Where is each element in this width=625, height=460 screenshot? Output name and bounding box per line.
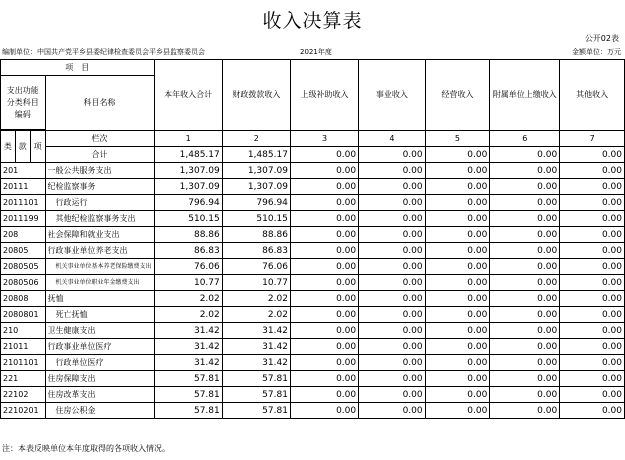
value-cell: 0.00	[359, 339, 426, 355]
table-row	[1, 339, 625, 355]
total-cell: 0.00	[290, 147, 358, 163]
value-cell: 796.94	[154, 195, 222, 211]
value-cell: 0.00	[359, 227, 426, 243]
value-cell: 88.86	[222, 227, 290, 243]
value-cell: 0.00	[425, 163, 490, 179]
name-cell: 机关事业单位职业年金缴费支出	[45, 275, 154, 291]
table-row	[1, 195, 625, 211]
value-cell: 0.00	[290, 163, 358, 179]
value-cell: 31.42	[222, 323, 290, 339]
name-cell: 其他纪检监察事务支出	[45, 211, 154, 227]
value-cell: 0.00	[359, 275, 426, 291]
value-cell: 86.83	[154, 243, 222, 259]
value-cell: 0.00	[359, 179, 426, 195]
value-cell: 31.42	[154, 323, 222, 339]
value-cell: 0.00	[290, 403, 358, 419]
code-cell: 2011101	[1, 195, 46, 211]
value-cell: 796.94	[222, 195, 290, 211]
code-cell: 201	[1, 163, 46, 179]
name-cell: 机关事业单位基本养老保险缴费支出	[45, 259, 154, 275]
col-num-6: 6	[490, 131, 560, 147]
total-cell: 0.00	[359, 147, 426, 163]
value-cell: 0.00	[490, 243, 560, 259]
value-cell: 0.00	[560, 195, 625, 211]
footnote: 注：本表反映单位本年度取得的各项收入情况。	[2, 444, 170, 453]
value-cell: 0.00	[560, 179, 625, 195]
name-cell: 行政事业单位医疗	[45, 339, 154, 355]
table-row	[1, 227, 625, 243]
name-cell: 行政单位医疗	[45, 355, 154, 371]
value-cell: 0.00	[425, 387, 490, 403]
value-cell: 57.81	[154, 403, 222, 419]
value-cell: 0.00	[490, 371, 560, 387]
name-cell: 住房改革支出	[45, 387, 154, 403]
value-cell: 0.00	[359, 211, 426, 227]
table-row	[1, 387, 625, 403]
table-row	[1, 291, 625, 307]
value-cell: 0.00	[490, 227, 560, 243]
value-cell: 0.00	[560, 243, 625, 259]
value-cell: 0.00	[490, 275, 560, 291]
kuan-header: 款	[15, 131, 30, 163]
code-cell: 221	[1, 371, 46, 387]
name-cell: 抚恤	[45, 291, 154, 307]
value-cell: 57.81	[154, 371, 222, 387]
code-cell: 20808	[1, 291, 46, 307]
col-header-3: 上级补助收入	[290, 60, 358, 131]
org-label: 编制单位：中国共产党平乡县委纪律检查委员会平乡县监察委员会	[2, 48, 205, 56]
table-row	[1, 259, 625, 275]
name-cell: 死亡抚恤	[45, 307, 154, 323]
total-cell: 1,485.17	[222, 147, 290, 163]
value-cell: 0.00	[490, 323, 560, 339]
value-cell: 0.00	[359, 195, 426, 211]
col-num-3: 3	[290, 131, 358, 147]
col-header-2: 财政拨款收入	[222, 60, 290, 131]
table-row	[1, 243, 625, 259]
value-cell: 0.00	[359, 323, 426, 339]
meta-bar	[0, 45, 625, 59]
value-cell: 0.00	[560, 227, 625, 243]
value-cell: 0.00	[290, 387, 358, 403]
code-cell: 2080506	[1, 275, 46, 291]
table-row	[1, 403, 625, 419]
value-cell: 31.42	[222, 339, 290, 355]
value-cell: 0.00	[560, 355, 625, 371]
value-cell: 31.42	[154, 355, 222, 371]
table-body	[1, 60, 625, 419]
value-cell: 1,307.09	[154, 179, 222, 195]
name-cell: 社会保障和就业支出	[45, 227, 154, 243]
name-cell: 住房公积金	[45, 403, 154, 419]
value-cell: 0.00	[290, 323, 358, 339]
col-label: 栏次	[45, 131, 154, 147]
table-row	[1, 323, 625, 339]
value-cell: 10.77	[154, 275, 222, 291]
code-cell: 22102	[1, 387, 46, 403]
value-cell: 0.00	[560, 307, 625, 323]
value-cell: 0.00	[290, 307, 358, 323]
total-label: 合计	[45, 147, 154, 163]
value-cell: 76.06	[154, 259, 222, 275]
value-cell: 0.00	[425, 339, 490, 355]
value-cell: 31.42	[154, 339, 222, 355]
value-cell: 0.00	[425, 355, 490, 371]
value-cell: 76.06	[222, 259, 290, 275]
code-cell: 2080801	[1, 307, 46, 323]
value-cell: 2.02	[154, 291, 222, 307]
value-cell: 0.00	[359, 371, 426, 387]
value-cell: 0.00	[490, 211, 560, 227]
value-cell: 0.00	[560, 371, 625, 387]
value-cell: 0.00	[290, 291, 358, 307]
func-code-header: 支出功能分类科目编码	[1, 76, 46, 130]
form-number: 公开02表	[584, 34, 619, 43]
table-row	[1, 355, 625, 371]
table-row	[1, 211, 625, 227]
project-header: 项 目	[1, 60, 155, 76]
code-cell: 2011199	[1, 211, 46, 227]
value-cell: 57.81	[222, 371, 290, 387]
table-row	[1, 371, 625, 387]
table-row	[1, 179, 625, 195]
value-cell: 0.00	[490, 163, 560, 179]
value-cell: 2.02	[222, 291, 290, 307]
value-cell: 2.02	[222, 307, 290, 323]
code-cell: 210	[1, 323, 46, 339]
col-num-7: 7	[560, 131, 625, 147]
name-cell: 住房保障支出	[45, 371, 154, 387]
col-num-2: 2	[222, 131, 290, 147]
value-cell: 0.00	[359, 403, 426, 419]
name-cell: 行政运行	[45, 195, 154, 211]
value-cell: 10.77	[222, 275, 290, 291]
total-row	[1, 147, 625, 163]
col-header-4: 事业收入	[359, 60, 426, 131]
value-cell: 0.00	[490, 259, 560, 275]
value-cell: 0.00	[425, 291, 490, 307]
value-cell: 0.00	[490, 179, 560, 195]
value-cell: 0.00	[560, 275, 625, 291]
value-cell: 0.00	[490, 307, 560, 323]
value-cell: 0.00	[290, 339, 358, 355]
code-cell: 20805	[1, 243, 46, 259]
unit-label: 金额单位：万元	[572, 48, 621, 56]
code-cell: 2210201	[1, 403, 46, 419]
value-cell: 0.00	[425, 243, 490, 259]
col-header-1: 本年收入合计	[154, 60, 222, 131]
value-cell: 0.00	[290, 179, 358, 195]
code-cell: 2080505	[1, 259, 46, 275]
value-cell: 0.00	[359, 291, 426, 307]
value-cell: 0.00	[490, 195, 560, 211]
value-cell: 0.00	[359, 387, 426, 403]
code-cell: 2101101	[1, 355, 46, 371]
year-label: 2021年度	[300, 48, 332, 56]
col-num-5: 5	[425, 131, 490, 147]
value-cell: 0.00	[290, 355, 358, 371]
table-row	[1, 275, 625, 291]
value-cell: 0.00	[290, 371, 358, 387]
value-cell: 0.00	[425, 371, 490, 387]
col-header-5: 经营收入	[425, 60, 490, 131]
name-cell: 卫生健康支出	[45, 323, 154, 339]
total-cell: 0.00	[490, 147, 560, 163]
header-row-1	[1, 60, 625, 76]
value-cell: 1,307.09	[222, 163, 290, 179]
table-row	[1, 163, 625, 179]
col-number-row	[1, 131, 625, 147]
value-cell: 510.15	[154, 211, 222, 227]
value-cell: 31.42	[222, 355, 290, 371]
value-cell: 0.00	[359, 307, 426, 323]
code-cell: 21011	[1, 339, 46, 355]
value-cell: 0.00	[425, 179, 490, 195]
value-cell: 0.00	[290, 259, 358, 275]
value-cell: 0.00	[490, 291, 560, 307]
value-cell: 0.00	[290, 211, 358, 227]
value-cell: 0.00	[359, 355, 426, 371]
value-cell: 0.00	[359, 163, 426, 179]
value-cell: 0.00	[359, 259, 426, 275]
value-cell: 57.81	[154, 387, 222, 403]
value-cell: 1,307.09	[222, 179, 290, 195]
value-cell: 0.00	[290, 243, 358, 259]
value-cell: 0.00	[490, 355, 560, 371]
subject-header: 科目名称	[45, 76, 154, 131]
col-header-6: 附属单位上缴收入	[490, 60, 560, 131]
lei-header: 类	[1, 131, 16, 163]
total-cell: 0.00	[425, 147, 490, 163]
value-cell: 0.00	[359, 243, 426, 259]
value-cell: 0.00	[425, 195, 490, 211]
value-cell: 0.00	[560, 211, 625, 227]
value-cell: 0.00	[560, 387, 625, 403]
value-cell: 0.00	[425, 259, 490, 275]
xiang-header: 项	[30, 131, 45, 163]
code-cell: 20111	[1, 179, 46, 195]
value-cell: 0.00	[560, 323, 625, 339]
value-cell: 1,307.09	[154, 163, 222, 179]
col-header-7: 其他收入	[560, 60, 625, 131]
value-cell: 0.00	[560, 339, 625, 355]
value-cell: 0.00	[560, 403, 625, 419]
value-cell: 0.00	[425, 307, 490, 323]
value-cell: 0.00	[560, 163, 625, 179]
value-cell: 0.00	[425, 323, 490, 339]
name-cell: 行政事业单位养老支出	[45, 243, 154, 259]
total-cell: 1,485.17	[154, 147, 222, 163]
col-num-4: 4	[359, 131, 426, 147]
table-row	[1, 307, 625, 323]
value-cell: 0.00	[425, 211, 490, 227]
value-cell: 0.00	[560, 259, 625, 275]
value-cell: 0.00	[425, 275, 490, 291]
value-cell: 0.00	[290, 195, 358, 211]
value-cell: 0.00	[425, 403, 490, 419]
value-cell: 510.15	[222, 211, 290, 227]
col-num-1: 1	[154, 131, 222, 147]
income-table	[0, 59, 625, 419]
code-cell: 208	[1, 227, 46, 243]
value-cell: 0.00	[290, 275, 358, 291]
value-cell: 57.81	[222, 403, 290, 419]
value-cell: 0.00	[425, 227, 490, 243]
value-cell: 88.86	[154, 227, 222, 243]
name-cell: 纪检监察事务	[45, 179, 154, 195]
value-cell: 0.00	[490, 403, 560, 419]
value-cell: 57.81	[222, 387, 290, 403]
value-cell: 86.83	[222, 243, 290, 259]
value-cell: 0.00	[560, 291, 625, 307]
total-cell: 0.00	[560, 147, 625, 163]
value-cell: 2.02	[154, 307, 222, 323]
value-cell: 0.00	[290, 227, 358, 243]
value-cell: 0.00	[490, 339, 560, 355]
page-title: 收入决算表	[262, 10, 363, 32]
value-cell: 0.00	[490, 387, 560, 403]
name-cell: 一般公共服务支出	[45, 163, 154, 179]
